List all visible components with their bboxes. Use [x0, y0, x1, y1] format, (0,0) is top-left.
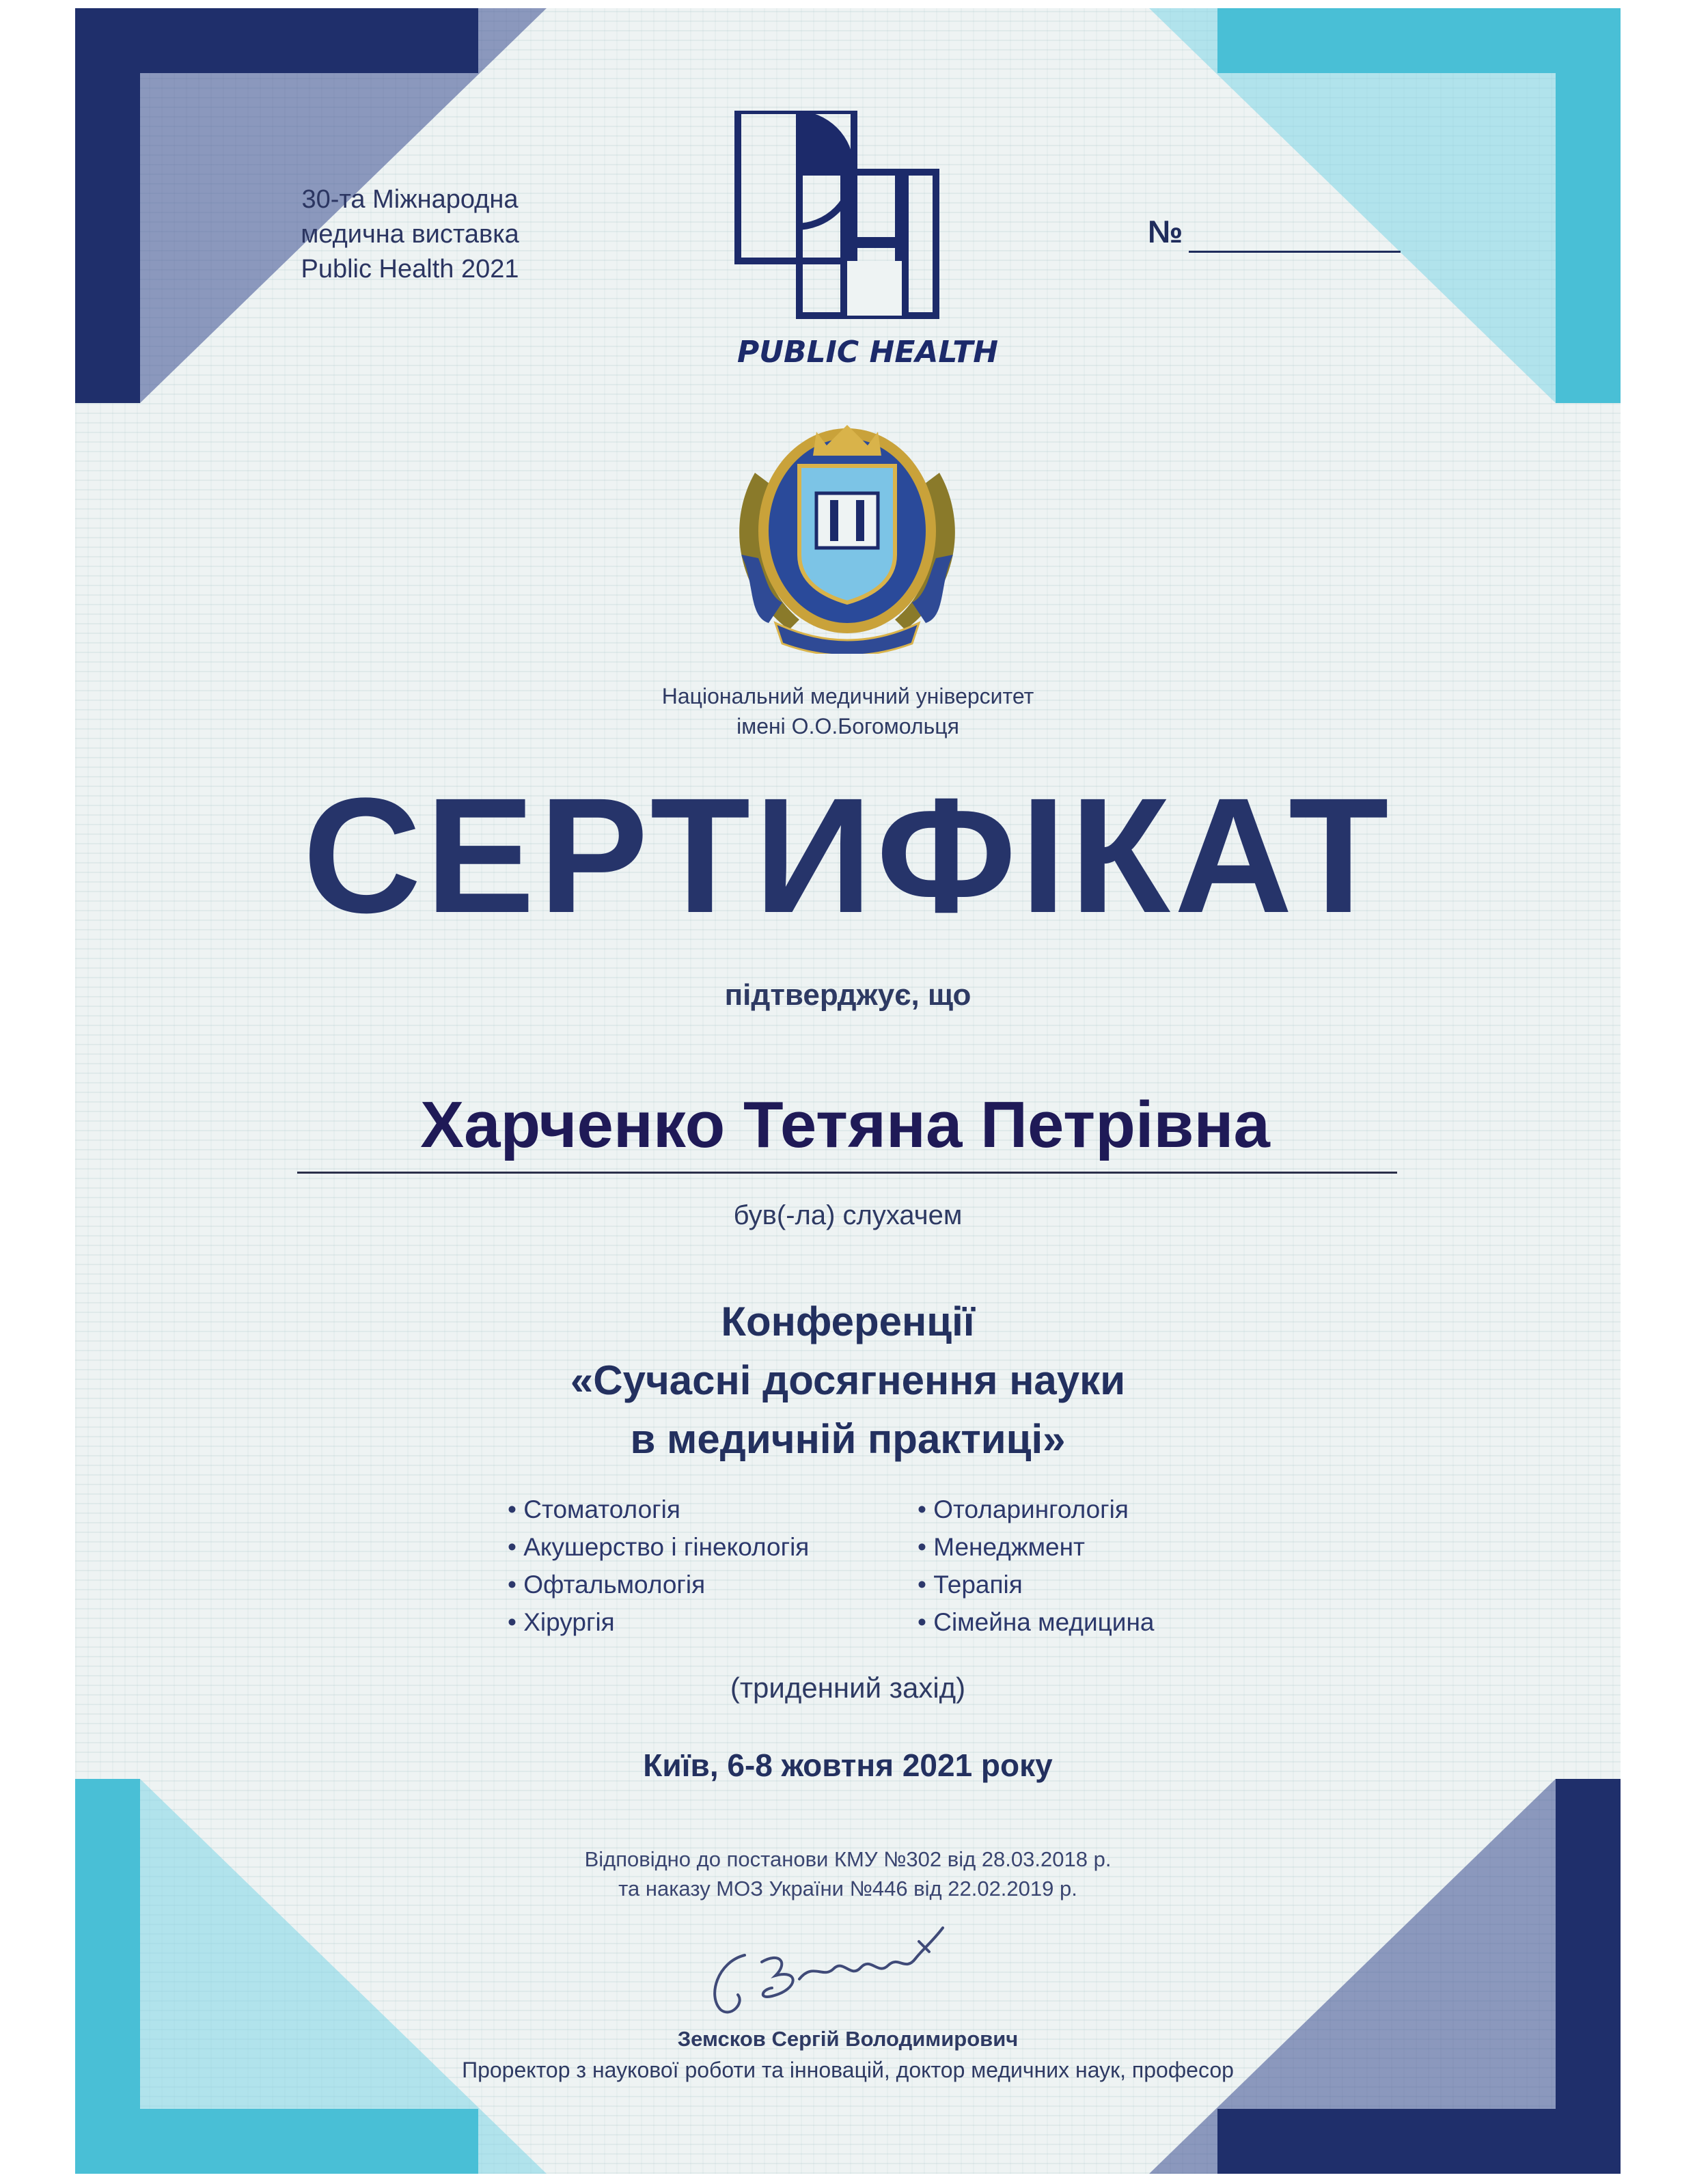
signatory-name: Земсков Сергій Володимирович — [677, 2027, 1019, 2051]
exhibition-caption — [253, 182, 567, 287]
expo-line-3: Public Health 2021 — [301, 255, 519, 284]
public-health-logo-icon — [731, 111, 1004, 336]
list-item: • Сімейна медицина — [918, 1608, 1155, 1636]
university-crest-icon — [728, 418, 967, 654]
expo-line-2: медична виставка — [301, 220, 519, 249]
conference-line-1: Конференції — [721, 1299, 975, 1344]
list-item: • Менеджмент — [918, 1533, 1085, 1561]
confirms-text: підтверджує, що — [724, 978, 971, 1012]
topics-right-list — [918, 1491, 1154, 1641]
university-line-1: Національний медичний університет — [661, 684, 1034, 708]
number-label: № — [1148, 214, 1183, 249]
event-place-date: Київ, 6-8 жовтня 2021 року — [643, 1747, 1053, 1783]
conference-title — [75, 1293, 1621, 1469]
certificate-title: СЕРТИФІКАТ — [303, 764, 1393, 947]
certificate-sheet — [75, 8, 1621, 2174]
role-text: був(-ла) слухачем — [733, 1200, 963, 1230]
legal-line-1: Відповідно до постанови КМУ №302 від 28.03.2018 р. — [584, 1847, 1112, 1871]
logo-text: PUBLIC HEALTH — [736, 335, 999, 370]
conference-line-3: в медичній практиці» — [630, 1416, 1066, 1462]
list-item: • Отоларингологія — [918, 1495, 1129, 1523]
topics-left-list — [508, 1491, 809, 1641]
list-item: • Терапія — [918, 1571, 1023, 1599]
handwritten-signature-icon — [697, 1914, 984, 2030]
conference-line-2: «Сучасні досягнення науки — [570, 1357, 1126, 1403]
recipient-underline — [297, 1172, 1397, 1174]
legal-note — [75, 1844, 1621, 1903]
university-line-2: імені О.О.Богомольця — [736, 714, 959, 738]
recipient-name: Харченко Тетяна Петрівна — [420, 1088, 1270, 1161]
signatory-title: Проректор з наукової роботи та інновацій, доктор медичних наук, професор — [462, 2058, 1234, 2082]
event-duration: (триденний захід) — [730, 1672, 966, 1704]
university-name — [75, 681, 1621, 741]
list-item: • Акушерство і гінекологія — [508, 1533, 810, 1561]
expo-line-1: 30-та Міжнародна — [301, 185, 519, 214]
certificate-number-field — [1148, 213, 1183, 261]
legal-line-2: та наказу МОЗ України №446 від 22.02.2019 р. — [618, 1877, 1077, 1900]
list-item: • Офтальмологія — [508, 1571, 706, 1599]
number-underline — [1189, 251, 1401, 253]
list-item: • Стоматологія — [508, 1495, 680, 1523]
list-item: • Хірургія — [508, 1608, 615, 1636]
